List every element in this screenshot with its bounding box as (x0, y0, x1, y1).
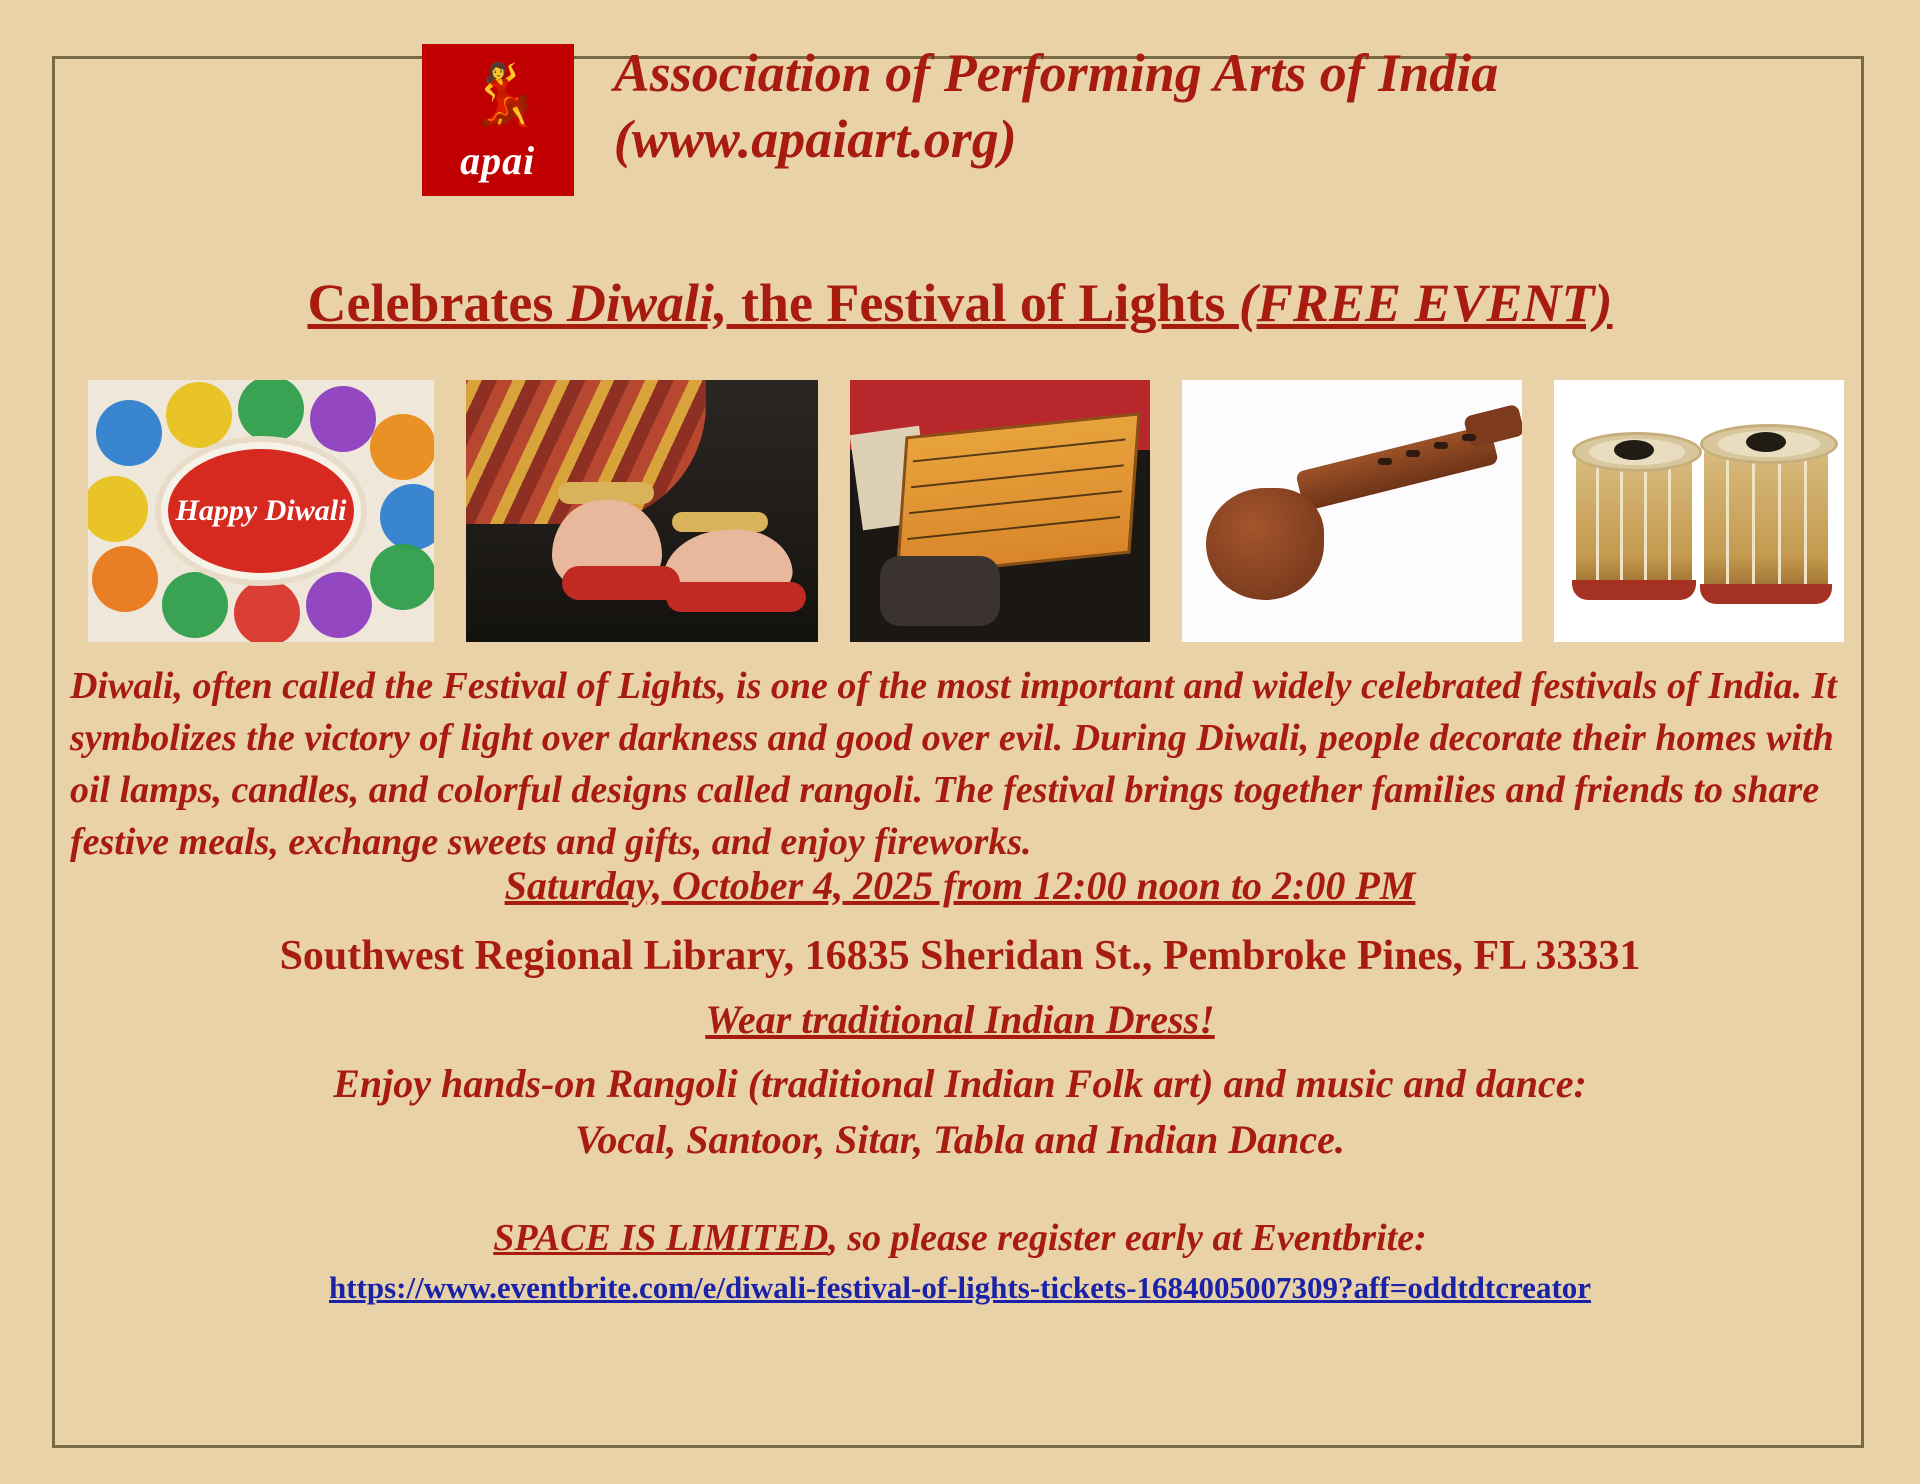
goddess-saraswati-icon: 💃 (466, 62, 542, 128)
musician-hand (880, 556, 1000, 626)
santoor-string (913, 438, 1126, 462)
tabla-syahi (1746, 432, 1786, 452)
tabla-rim (1572, 580, 1696, 600)
title-middle: the Festival of Lights (727, 273, 1239, 333)
activities-line-2: Vocal, Santoor, Sitar, Tabla and Indian Dance. (575, 1117, 1345, 1162)
tabla-syahi (1614, 440, 1654, 460)
rangoli-photo (88, 380, 434, 642)
sandal-icon (666, 582, 806, 612)
organization-website: (www.apaiart.org) (613, 109, 1017, 169)
rangoli-petal-icon (370, 414, 434, 480)
sitar-photo (1182, 380, 1522, 642)
dress-code: Wear traditional Indian Dress! (705, 997, 1215, 1042)
image-strip (88, 380, 1838, 642)
tabla-lace (1752, 450, 1755, 590)
tabla-dayan-icon (1572, 432, 1696, 600)
tabla-shell (1704, 446, 1828, 604)
santoor-string (909, 490, 1122, 514)
rangoli-petal-icon (166, 382, 232, 448)
tabla-lace (1778, 450, 1781, 590)
rangoli-petal-icon (234, 580, 300, 642)
santoor-string (907, 516, 1120, 540)
tabla-lace (1596, 458, 1599, 586)
title-suffix: (FREE EVENT) (1238, 273, 1613, 333)
tabla-photo (1554, 380, 1844, 642)
rangoli-petal-icon (306, 572, 372, 638)
rangoli-petal-icon (310, 386, 376, 452)
organization-block (614, 40, 1499, 172)
tabla-lace (1644, 458, 1647, 586)
apai-logo (422, 44, 574, 196)
page-title (0, 272, 1920, 334)
santoor-instrument-icon (895, 412, 1140, 577)
title-emphasis: Diwali, (566, 273, 728, 333)
apai-logo-text: apai (460, 138, 536, 183)
event-venue: Southwest Regional Library, 16835 Sheridan St., Pembroke Pines, FL 33331 (279, 933, 1641, 979)
tabla-lace (1726, 450, 1729, 590)
rangoli-petal-icon (370, 544, 434, 610)
santoor-photo (850, 380, 1150, 642)
tabla-shell (1576, 454, 1692, 600)
tabla-rim (1700, 584, 1832, 604)
rangoli-petal-icon (162, 572, 228, 638)
poster-header (0, 40, 1920, 196)
dancer-feet-photo (466, 380, 818, 642)
sandal-icon (562, 566, 680, 600)
space-limited-emphasis: SPACE IS LIMITED (493, 1217, 829, 1259)
event-activities (0, 1056, 1920, 1168)
tabla-lace (1804, 450, 1807, 590)
registration-notice-rest: , so please register early at Eventbrite: (828, 1217, 1427, 1259)
santoor-string (911, 464, 1124, 488)
sitar-peg (1434, 442, 1448, 449)
event-date-time: Saturday, October 4, 2025 from 12:00 noon to 2:00 PM (504, 863, 1416, 908)
sitar-gourd-icon (1206, 488, 1324, 600)
eventbrite-registration-link[interactable]: https://www.eventbrite.com/e/diwali-festival-of-lights-tickets-1684005007309?aff=oddtdtcreator (328, 1270, 1592, 1305)
description-paragraph: Diwali, often called the Festival of Lights, is one of the most important and widely celebrated festivals of India. It symbolizes the victory of light over darkness and good over evil. During Diwali, people decorate their homes with oil lamps, candles, and colorful designs called rangoli. The festival brings together families and friends to share festive meals, exchange sweets and gifts, and enjoy fireworks. (70, 665, 1837, 863)
sitar-peg (1406, 450, 1420, 457)
rangoli-petal-icon (96, 400, 162, 466)
tabla-lace (1668, 458, 1671, 586)
registration-notice (0, 1216, 1920, 1260)
rangoli-caption: Happy Diwali (161, 442, 361, 580)
sitar-peg (1462, 434, 1476, 441)
anklet-icon (672, 512, 768, 532)
organization-name: Association of Performing Arts of India (613, 43, 1499, 103)
rangoli-petal-icon (92, 546, 158, 612)
tabla-bayan-icon (1700, 424, 1832, 604)
tabla-lace (1620, 458, 1623, 586)
sitar-peg (1378, 458, 1392, 465)
title-prefix: Celebrates (307, 273, 567, 333)
activities-line-1: Enjoy hands-on Rangoli (traditional Indian Folk art) and music and dance: (333, 1061, 1587, 1106)
